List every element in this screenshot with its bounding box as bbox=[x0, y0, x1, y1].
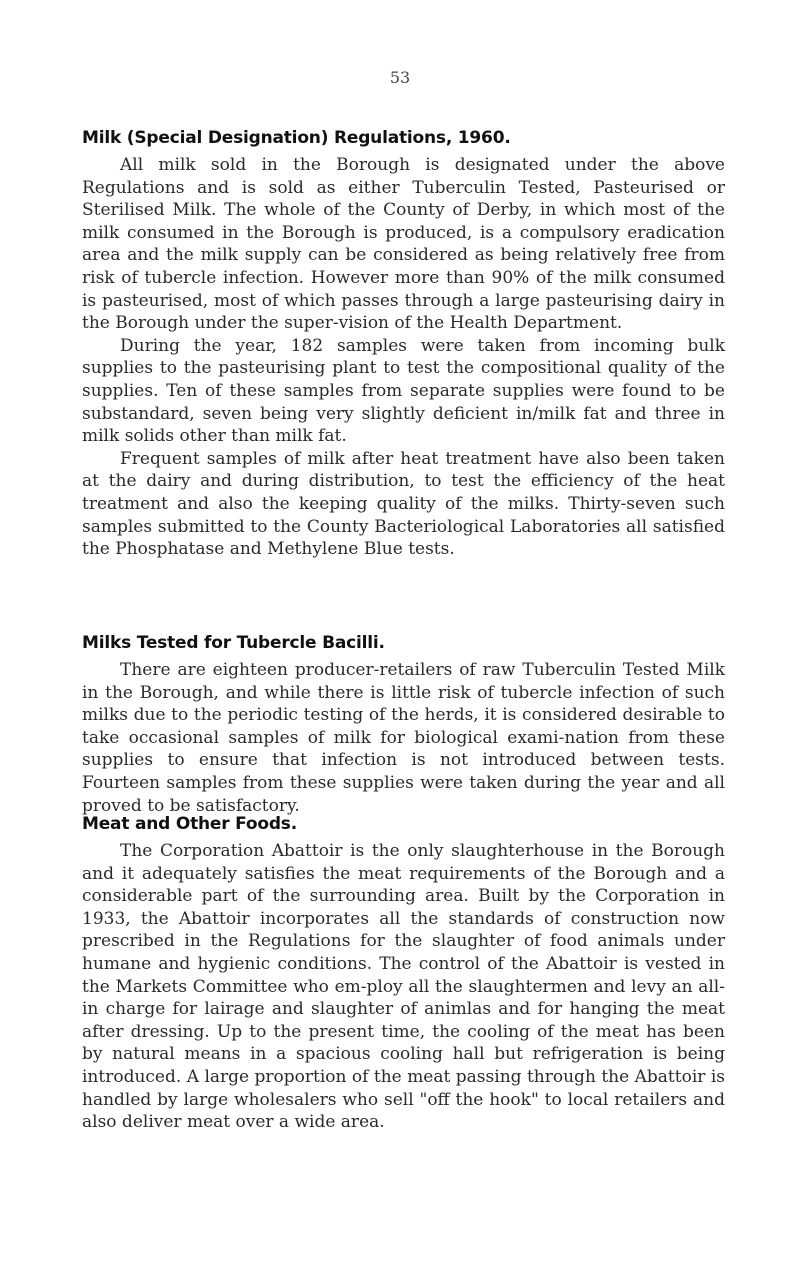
paragraph: All milk sold in the Borough is designated under the above Regulations and is sold as either Tuberculin Tested, Pasteurised or Sterilised Milk. The whole of the County of Derby, in which most of the milk consumed in the Borough is produced, is a compulsory eradication area and the milk supply can be considered as being relatively free from risk of tubercle infection. However more than 90% of the milk consumed is pasteurised, most of which passes through a large pasteurising dairy in the Borough under the super-vision of the Health Department. bbox=[82, 155, 725, 334]
section-milk-regulations bbox=[82, 128, 725, 561]
paragraph: Frequent samples of milk after heat treatment have also been taken at the dairy and during distribution, to test the efficiency of the heat treatment and also the keeping quality of the milks. Thirty-seven such samples submitted to the County Bacteriological Laboratories all satisfied the Phosphatase and Methylene Blue tests. bbox=[82, 448, 725, 560]
section-heading: Meat and Other Foods. bbox=[82, 814, 297, 834]
paragraph: During the year, 182 samples were taken from incoming bulk supplies to the pasteurising plant to test the compositional quality of the supplies. Ten of these samples from separate supplies were found to be substandard, seven being very slightly deficient in/milk fat and three in milk solids other than milk fat. bbox=[82, 335, 725, 447]
paragraph: The Corporation Abattoir is the only slaughterhouse in the Borough and it adequately satisfies the meat requirements of the Borough and a considerable part of the surrounding area. Built by the Corporation in 1933, the Abattoir incorporates all the standards of construction now prescribed in the Regulations for the slaughter of food animals under humane and hygienic conditions. The control of the Abattoir is vested in the Markets Committee who em-ploy all the slaughtermen and levy an all-in charge for lairage and slaughter of animlas and for hanging the meat after dressing. Up to the present time, the cooling of the meat has been by natural means in a spacious cooling hall but refrigeration is being introduced. A large proportion of the meat passing through the Abattoir is handled by large wholesalers who sell "off the hook" to local retailers and also deliver meat over a wide area. bbox=[82, 841, 725, 1133]
paragraph: There are eighteen producer-retailers of raw Tuberculin Tested Milk in the Borough, and while there is little risk of tubercle infection of such milks due to the periodic testing of the herds, it is considered desirable to take occasional samples of milk for biological exami-nation from these supplies to ensure that infection is not introduced between tests. Fourteen samples from these supplies were taken during the year and all proved to be satisfactory. bbox=[82, 660, 725, 816]
section-heading: Milk (Special Designation) Regulations, 1960. bbox=[82, 128, 511, 148]
section-milks-tested bbox=[82, 633, 725, 817]
section-meat-foods bbox=[82, 814, 725, 1134]
section-heading: Milks Tested for Tubercle Bacilli. bbox=[82, 633, 385, 653]
page-number: 53 bbox=[389, 68, 411, 87]
